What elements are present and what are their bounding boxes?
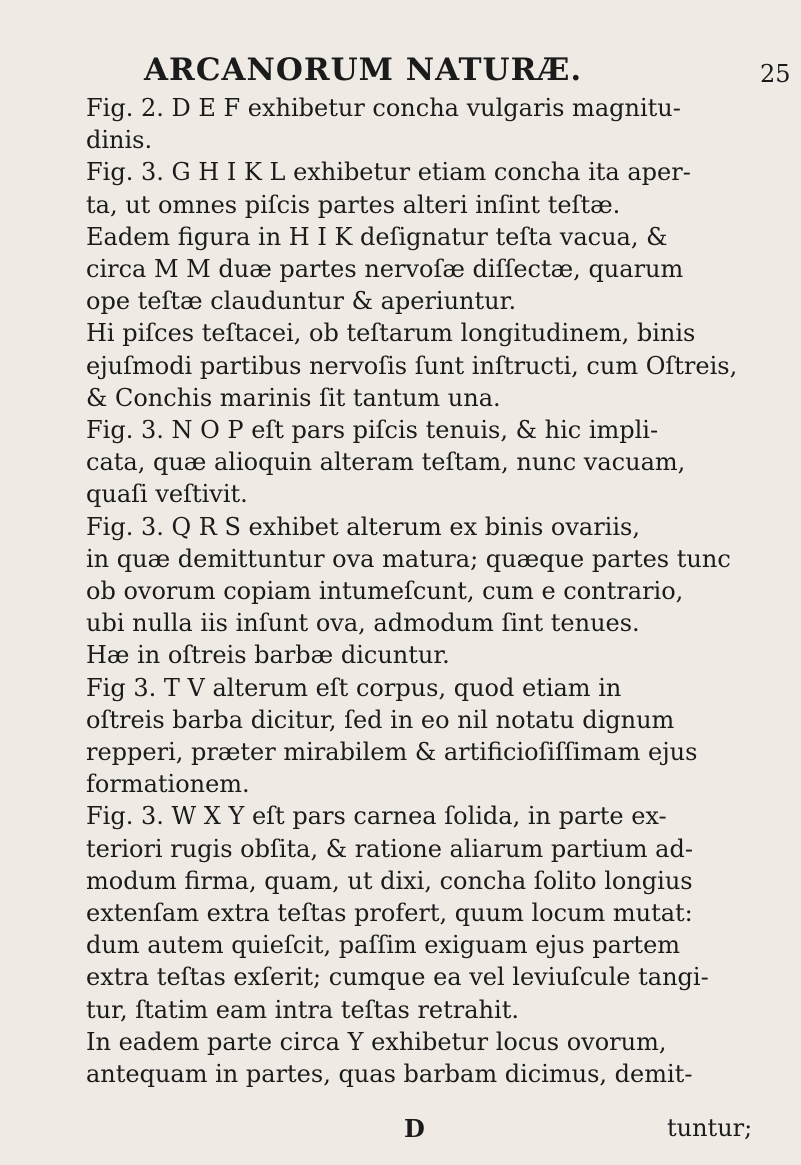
paragraph: [57, 92, 767, 156]
text-line: dum autem quieſcit, paſſim exiguam ejus partem: [86, 931, 681, 960]
running-head-title: ARCANORUM NATURÆ.: [144, 52, 583, 88]
text-line: Fig. 3. G H I K L exhibetur etiam concha ita aper-: [86, 158, 691, 187]
text-line: in quæ demittuntur ova matura; quæque partes tunc: [86, 544, 731, 573]
text-line: Hæ in oſtreis barbæ dicuntur.: [86, 641, 450, 670]
text-line: repperi, præter mirabilem & artificioſiſſimam ejus: [86, 738, 698, 767]
paragraph: [57, 672, 767, 801]
text-line: modum firma, quam, ut dixi, concha ſolito longius: [86, 866, 693, 895]
text-line: oſtreis barba dicitur, ſed in eo nil notatu dignum: [86, 705, 675, 734]
text-line: ope teſtæ clauduntur & aperiuntur.: [86, 287, 517, 316]
text-line: In eadem parte circa Y exhibetur locus ovorum,: [86, 1027, 667, 1056]
text-line: Hi piſces teſtacei, ob teſtarum longitudinem, binis: [86, 319, 696, 348]
text-line: formationem.: [86, 770, 250, 799]
text-line: dinis.: [86, 126, 153, 155]
paragraph: [57, 414, 767, 511]
paragraph: [57, 511, 767, 672]
text-line: ob ovorum copiam intumeſcunt, cum e contrario,: [86, 577, 684, 606]
text-line: teriori rugis obſita, & ratione aliarum partium ad-: [86, 834, 693, 863]
text-line: extenſam extra teſtas profert, quum locum mutat:: [86, 899, 693, 928]
signature-mark: D: [404, 1114, 425, 1143]
text-line: Fig. 2. D E F exhibetur concha vulgaris magnitu-: [86, 94, 681, 122]
catchword: tuntur;: [667, 1114, 753, 1142]
text-line: antequam in partes, quas barbam dicimus, demit-: [86, 1060, 693, 1089]
text-line: circa M M duæ partes nervoſæ diſſectæ, quarum: [86, 255, 684, 284]
text-line: Fig. 3. Q R S exhibet alterum ex binis ovariis,: [86, 512, 640, 541]
paragraph: [57, 317, 767, 414]
page-footer: [0, 1114, 801, 1146]
text-line: Eadem figura in H I K deſignatur teſta vacua, &: [86, 222, 668, 251]
paragraph: [57, 800, 767, 1025]
text-line: Fig. 3. W X Y eſt pars carnea ſolida, in parte ex-: [86, 802, 667, 831]
text-line: Fig. 3. N O P eſt pars piſcis tenuis, & hic impli-: [86, 416, 659, 445]
text-line: ta, ut omnes piſcis partes alteri inſint teſtæ.: [86, 190, 621, 219]
text-line: extra teſtas exſerit; cumque ea vel leviuſcule tangi-: [86, 963, 709, 992]
text-line: tur, ſtatim eam intra teſtas retrahit.: [86, 995, 519, 1024]
body-text: [57, 92, 767, 1090]
text-line: Fig 3. T V alterum eſt corpus, quod etiam in: [86, 673, 622, 702]
text-line: cata, quæ alioquin alteram teſtam, nunc vacuam,: [86, 448, 686, 477]
paragraph: [57, 156, 767, 317]
page-number: 25: [760, 60, 791, 88]
paragraph: [57, 1026, 767, 1090]
text-line: & Conchis marinis ſit tantum una.: [86, 383, 501, 412]
text-line: ejuſmodi partibus nervoſis ſunt inſtructi, cum Oſtreis,: [86, 351, 738, 380]
text-line: quaſi veſtivit.: [86, 480, 248, 509]
text-line: ubi nulla iis inſunt ova, admodum ſint tenues.: [86, 609, 640, 638]
